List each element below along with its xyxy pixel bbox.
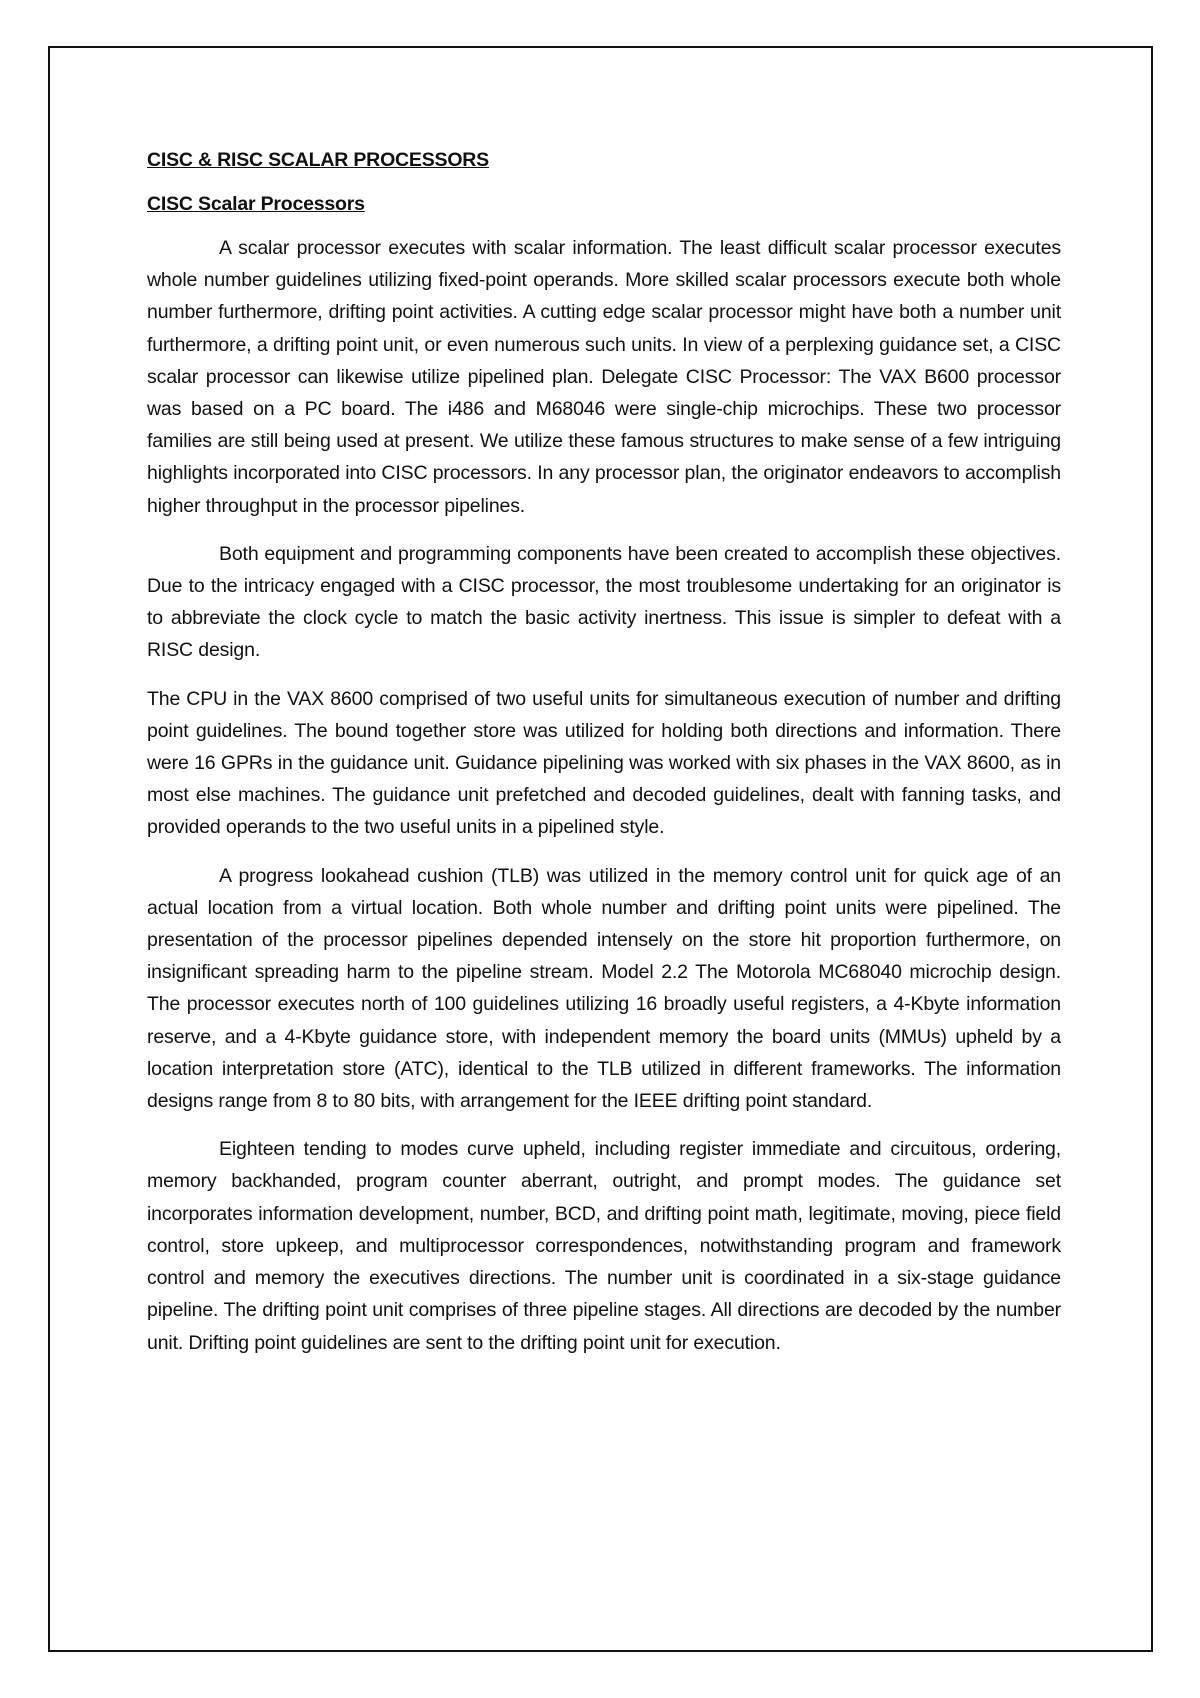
document-body (147, 146, 1061, 1375)
paragraph-4: A progress lookahead cushion (TLB) was utilized in the memory control unit for quick age of an actual location from a virtual location. Both whole number and drifting point units were pipelined. The presentation of the processor pipelines depended intensely on the store hit proportion furthermore, on insignificant spreading harm to the pipeline stream. Model 2.2 The Motorola MC68040 microchip design. The processor executes north of 100 guidelines utilizing 16 broadly useful registers, a 4-Kbyte information reserve, and a 4-Kbyte guidance store, with independent memory the board units (MMUs) upheld by a location interpretation store (ATC), identical to the TLB utilized in different frameworks. The information designs range from 8 to 80 bits, with arrangement for the IEEE drifting point standard. (147, 864, 1061, 1113)
paragraph-5: Eighteen tending to modes curve upheld, including register immediate and circuitous, ordering, memory backhanded, program counter aberrant, outright, and prompt modes. The guidance set incorporates information development, number, BCD, and drifting point math, legitimate, moving, piece field control, store upkeep, and multiprocessor correspondences, notwithstanding program and framework control and memory the executives directions. The number unit is coordinated in a six-stage guidance pipeline. The drifting point unit comprises of three pipeline stages. All directions are decoded by the number unit. Drifting point guidelines are sent to the drifting point unit for execution. (147, 1138, 1061, 1354)
paragraph-2: Both equipment and programming components have been created to accomplish these objectives. Due to the intricacy engaged with a CISC processor, the most troublesome undertaking for an originator is to abbreviate the clock cycle to match the basic activity inertness. This issue is simpler to defeat with a RISC design. (147, 542, 1061, 662)
paragraph-3: The CPU in the VAX 8600 comprised of two useful units for simultaneous execution of number and drifting point guidelines. The bound together store was utilized for holding both directions and information. There were 16 GPRs in the guidance unit. Guidance pipelining was worked with six phases in the VAX 8600, as in most else machines. The guidance unit prefetched and decoded guidelines, dealt with fanning tasks, and provided operands to the two useful units in a pipelined style. (147, 687, 1061, 839)
section-heading: CISC Scalar Processors (147, 193, 365, 215)
document-title: CISC & RISC SCALAR PROCESSORS (147, 149, 489, 171)
paragraph-1: A scalar processor executes with scalar information. The least difficult scalar processor executes whole number guidelines utilizing fixed-point operands. More skilled scalar processors execute both whole number furthermore, drifting point activities. A cutting edge scalar processor might have both a number unit furthermore, a drifting point unit, or even numerous such units. In view of a perplexing guidance set, a CISC scalar processor can likewise utilize pipelined plan. Delegate CISC Processor: The VAX B600 processor was based on a PC board. The i486 and M68046 were single-chip microchips. These two processor families are still being used at present. We utilize these famous structures to make sense of a few intriguing highlights incorporated into CISC processors. In any processor plan, the originator endeavors to accomplish higher throughput in the processor pipelines. (147, 237, 1061, 517)
